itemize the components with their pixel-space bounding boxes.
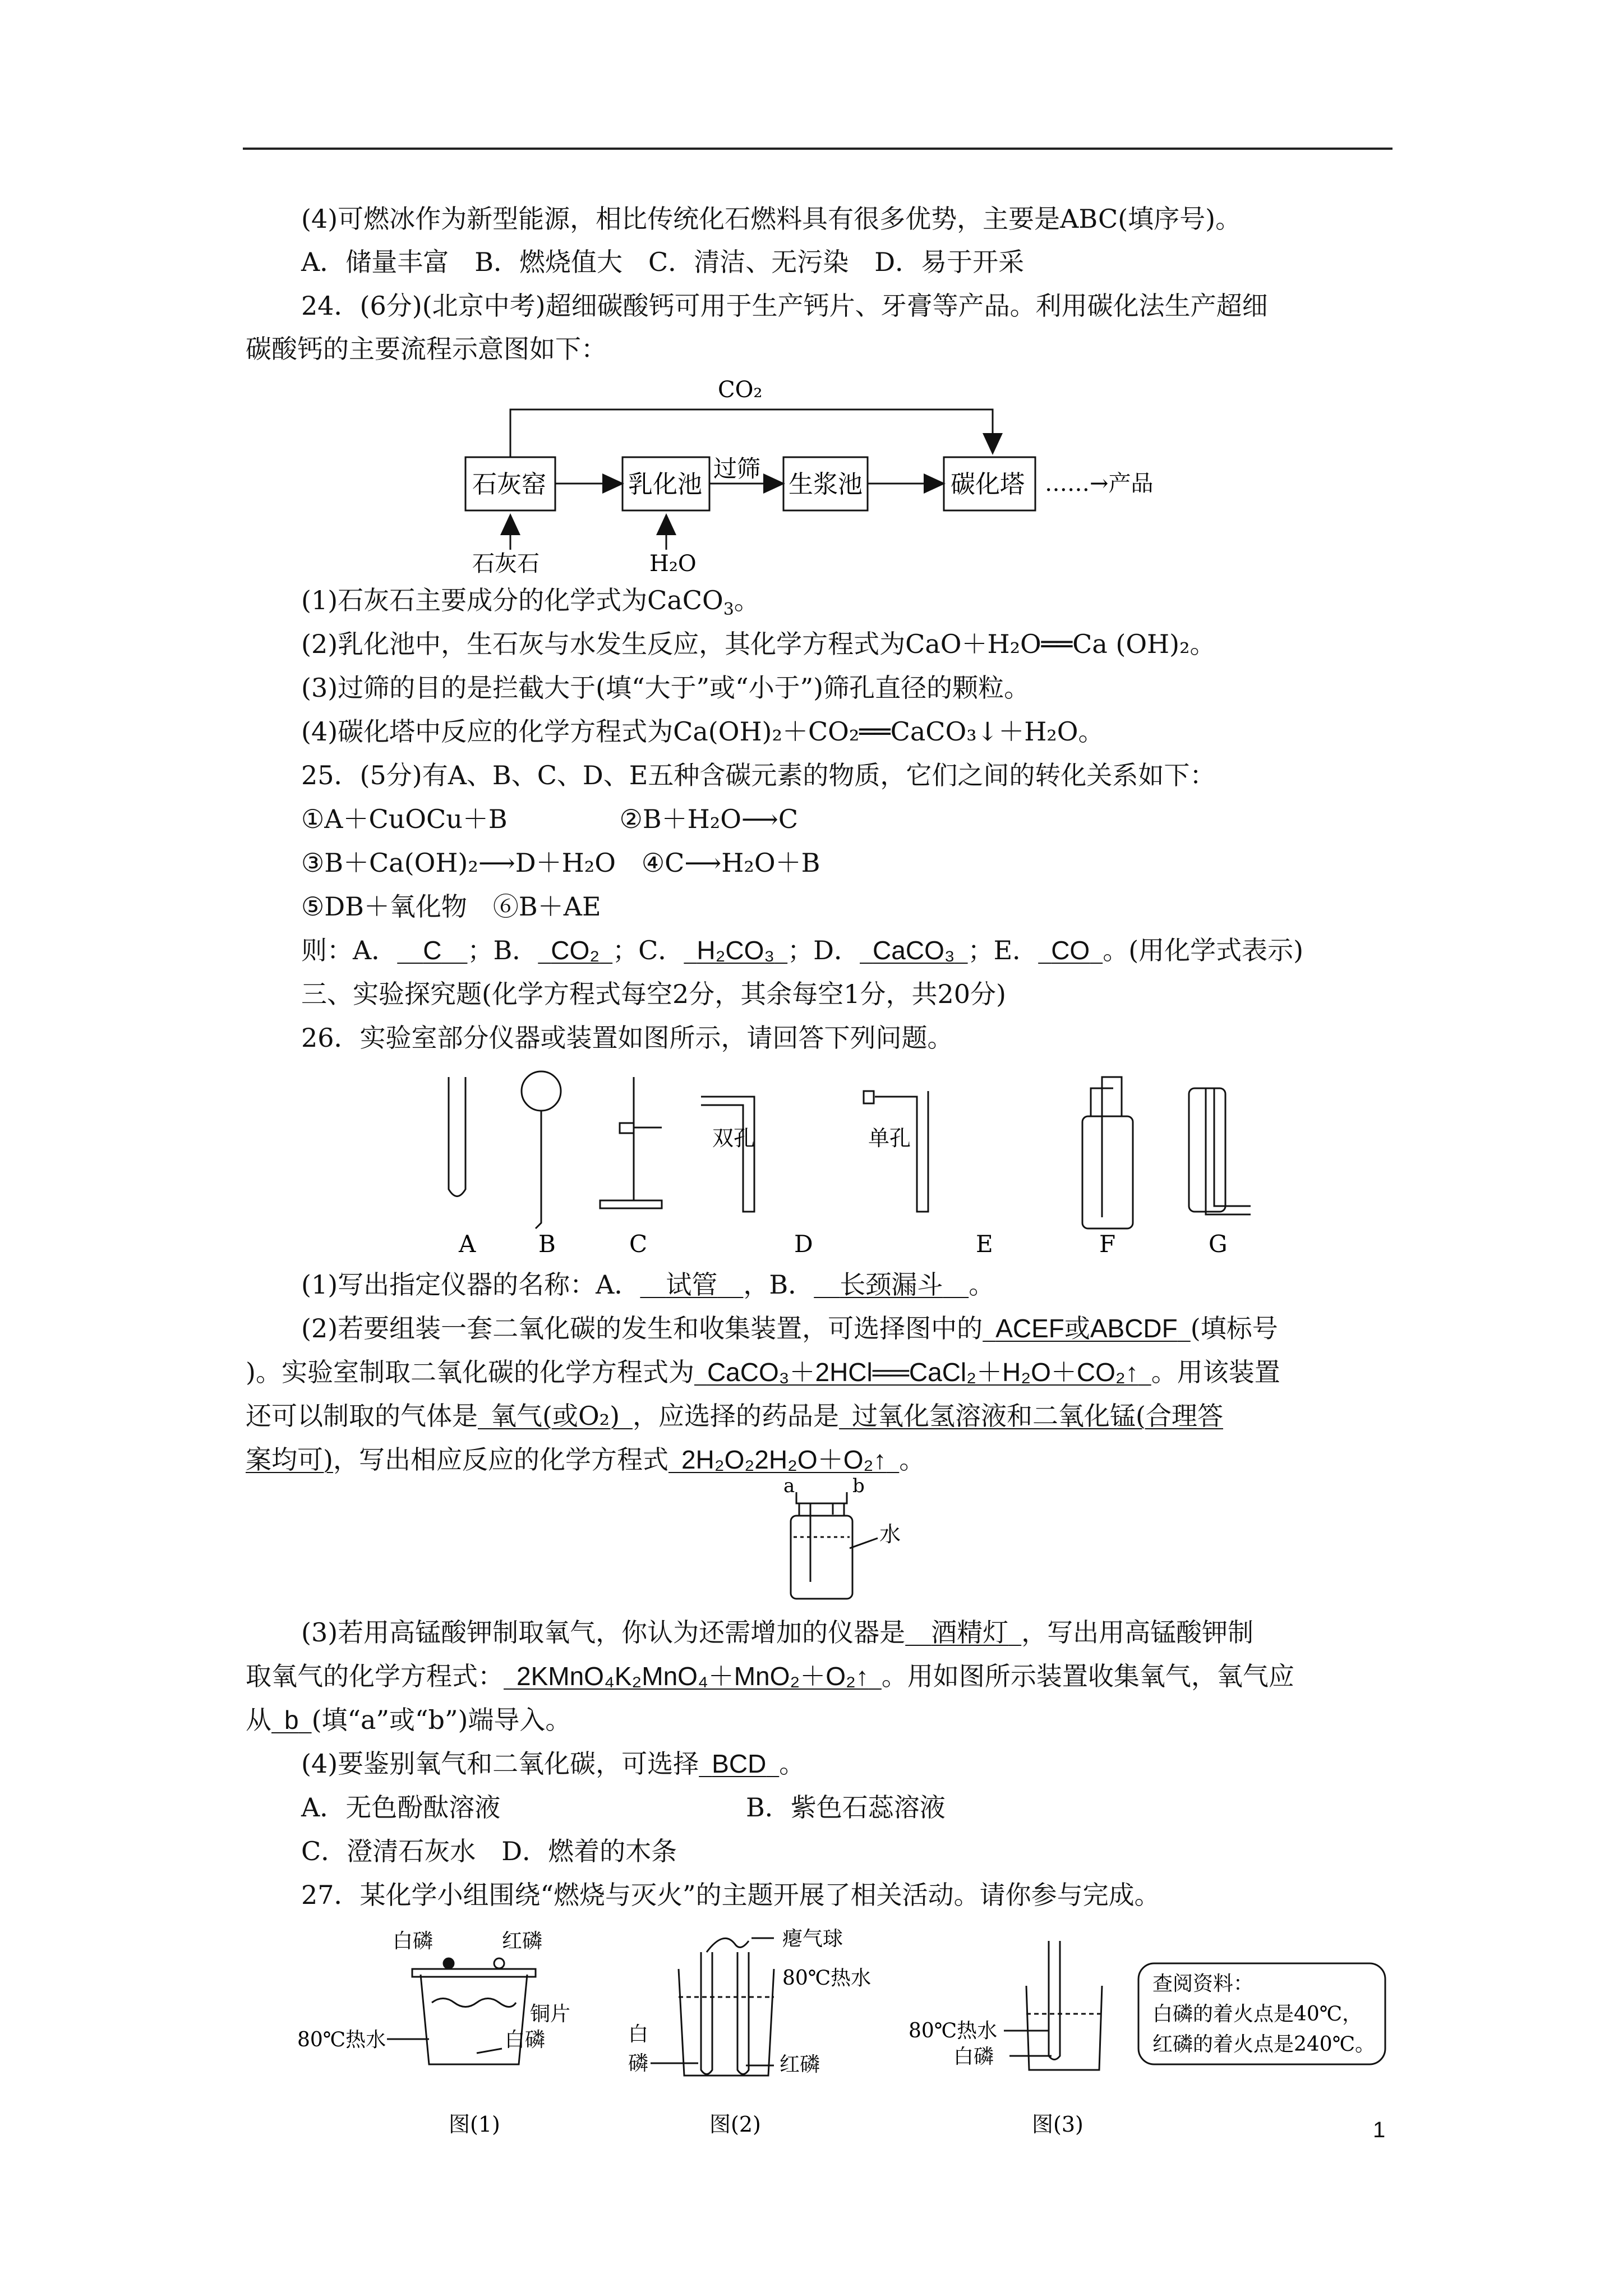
fig2-red-p: 红磷 <box>780 2053 820 2076</box>
label-e: E <box>976 1230 993 1257</box>
fig1-caption: 图(1) <box>449 2112 500 2137</box>
label-b: B <box>538 1230 556 1257</box>
q24-sub1: (1)石灰石主要成分的化学式为CaCO$_3$。 <box>301 585 760 620</box>
q25-reactions-row2: ③B＋Ca(OH)₂⟶D＋H₂O ④C⟶H₂O＋B <box>301 848 820 878</box>
bottle-port-a: a <box>783 1475 795 1497</box>
page-number: 1 <box>1373 2118 1386 2142</box>
flow-box-emulsify-label: 乳化池 <box>628 470 702 499</box>
fig1-white-p2: 白磷 <box>505 2028 546 2051</box>
label-c: C <box>629 1230 648 1257</box>
fig1-water: 80℃热水 <box>297 2028 386 2051</box>
q24-sub2: (2)乳化池中，生石灰与水发生反应，其化学方程式为CaO＋H₂O══Ca (OH)₂。 <box>301 629 1216 659</box>
q24-stem-cont: 碳酸钙的主要流程示意图如下： <box>246 334 607 364</box>
q25-stem: 25．(5分)有A、B、C、D、E五种含碳元素的物质，它们之间的转化关系如下： <box>301 760 1216 790</box>
q26-option-a: A．无色酚酞溶液 <box>301 1792 501 1823</box>
fig3-caption: 图(3) <box>1032 2112 1083 2137</box>
fig1-white-p: 白磷 <box>393 1930 434 1953</box>
q24-sub3: (3)过筛的目的是拦截大于(填“大于”或“小于”)筛孔直径的颗粒。 <box>301 673 1030 703</box>
label-a: A <box>459 1230 476 1257</box>
q24-sub4: (4)碳化塔中反应的化学方程式为Ca(OH)₂＋CO₂══CaCO₃↓＋H₂O。 <box>301 716 1104 747</box>
fig2-caption: 图(2) <box>709 2112 761 2137</box>
q26-collection-bottle-figure <box>777 1475 945 1604</box>
fig3-white-p: 白磷 <box>953 2045 994 2068</box>
flow-product-label: ……→产品 <box>1045 471 1154 496</box>
q26-sub2-line3: 还可以制取的气体是 氧气(或O₂) ，应选择的药品是 过氧化氢溶液和二氧化锰(合理答 <box>246 1401 1223 1431</box>
answer-b: CO₂ <box>551 936 600 965</box>
bottle-port-b: b <box>852 1475 865 1497</box>
answer-c: H₂CO₃ <box>697 936 775 965</box>
bottle-water-label: 水 <box>879 1522 901 1547</box>
info-title: 查阅资料： <box>1152 1972 1254 1995</box>
q25-reactions-row3: ⑤DB＋氧化物 ⑥B＋AE <box>301 891 601 922</box>
flow-filter-label: 过筛 <box>713 455 761 482</box>
q26-apparatus-figure <box>432 1066 1273 1257</box>
funnel-bulb <box>522 1071 561 1111</box>
q26-sub4: (4)要鉴别氧气和二氧化碳，可选择 BCD 。 <box>301 1749 805 1779</box>
q26-sub2-line4: 案均可)，写出相应反应的化学方程式 2H₂O₂2H₂O＋O₂↑ 。 <box>246 1444 925 1475</box>
q26-option-b: B．紫色石蕊溶液 <box>746 1792 946 1823</box>
label-f: F <box>1099 1230 1116 1257</box>
fig2-water: 80℃热水 <box>782 1967 872 1990</box>
flow-input-limestone: 石灰石 <box>472 551 540 577</box>
fig1-red-p: 红磷 <box>502 1930 543 1953</box>
fig3-water: 80℃热水 <box>909 2019 998 2042</box>
q25-reactions-row1: ①A＋CuOCu＋B ②B＋H₂O⟶C <box>301 804 799 834</box>
flow-box-slurry-label: 生浆池 <box>789 470 863 499</box>
test-tube-icon <box>449 1077 465 1197</box>
q27-combustion-figures <box>280 1918 1503 2143</box>
q24-flow-diagram <box>437 365 1256 578</box>
label-d: D <box>794 1230 813 1257</box>
q26-sub3-line2: 取氧气的化学方程式： 2KMnO₄K₂MnO₄＋MnO₂＋O₂↑ 。用如图所示装置收集氧气，氧气应 <box>246 1661 1294 1691</box>
answer-d: CaCO₃ <box>873 936 955 965</box>
q26-sub3-line1: (3)若用高锰酸钾制取氧气，你认为还需增加的仪器是 酒精灯 ，写出用高锰酸钾制 <box>301 1617 1254 1648</box>
q25-answers: 则：A． C ；B． CO₂ ；C． H₂CO₃ ；D． CaCO₃ ；E． CO 。(用化学式表示) <box>301 935 1304 965</box>
e-one-hole-label: 单孔 <box>868 1126 911 1151</box>
flow-box-carbonation-label: 碳化塔 <box>951 470 1025 499</box>
flow-box-kiln-label: 石灰窑 <box>472 470 546 499</box>
q23-part4-stem: (4)可燃冰作为新型能源，相比传统化石燃料具有很多优势，主要是ABC(填序号)。 <box>301 204 1242 234</box>
fig2-phos: 磷 <box>628 2052 649 2075</box>
answer-e: CO <box>1051 936 1090 965</box>
header-rule <box>243 148 1393 150</box>
label-g: G <box>1209 1230 1228 1257</box>
answer-a: C <box>423 936 442 965</box>
q26-sub1: (1)写出指定仪器的名称：A． 试管 ，B． 长颈漏斗 。 <box>301 1269 995 1300</box>
d-two-hole-label: 双孔 <box>712 1126 755 1151</box>
fig2-balloon: 瘪气球 <box>782 1927 843 1950</box>
q26-sub2-line1: (2)若要组装一套二氧化碳的发生和收集装置，可选择图中的 ACEF或ABCDF (填标号 <box>301 1313 1278 1343</box>
q26-stem: 26．实验室部分仪器或装置如图所示，请回答下列问题。 <box>301 1023 953 1053</box>
info-line2: 红磷的着火点是240℃。 <box>1152 2033 1375 2056</box>
section-3-heading: 三、实验探究题(化学方程式每空2分，其余每空1分，共20分) <box>301 979 1006 1009</box>
q26-options-cd: C．澄清石灰水 D．燃着的木条 <box>301 1836 677 1866</box>
q27-stem: 27．某化学小组围绕“燃烧与灭火”的主题开展了相关活动。请你参与完成。 <box>301 1880 1160 1910</box>
fig2-white: 白 <box>628 2023 649 2046</box>
q24-stem: 24．(6分)(北京中考)超细碳酸钙可用于生产钙片、牙膏等产品。利用碳化法生产超细 <box>301 291 1268 321</box>
flow-co2-label: CO₂ <box>718 377 763 403</box>
flow-input-water: H₂O <box>649 551 697 577</box>
q26-sub2-line2: )。实验室制取二氧化碳的化学方程式为 CaCO₃＋2HCl══CaCl₂＋H₂O＋CO₂↑ 。用该装置 <box>246 1357 1280 1387</box>
info-line1: 白磷的着火点是40℃， <box>1152 2003 1363 2026</box>
q23-part4-options: A．储量丰富 B．燃烧值大 C．清洁、无污染 D．易于开采 <box>301 247 1025 277</box>
q26-sub3-line3: 从 b (填“a”或“b”)端导入。 <box>246 1705 571 1735</box>
fig1-copper: 铜片 <box>530 2003 571 2026</box>
